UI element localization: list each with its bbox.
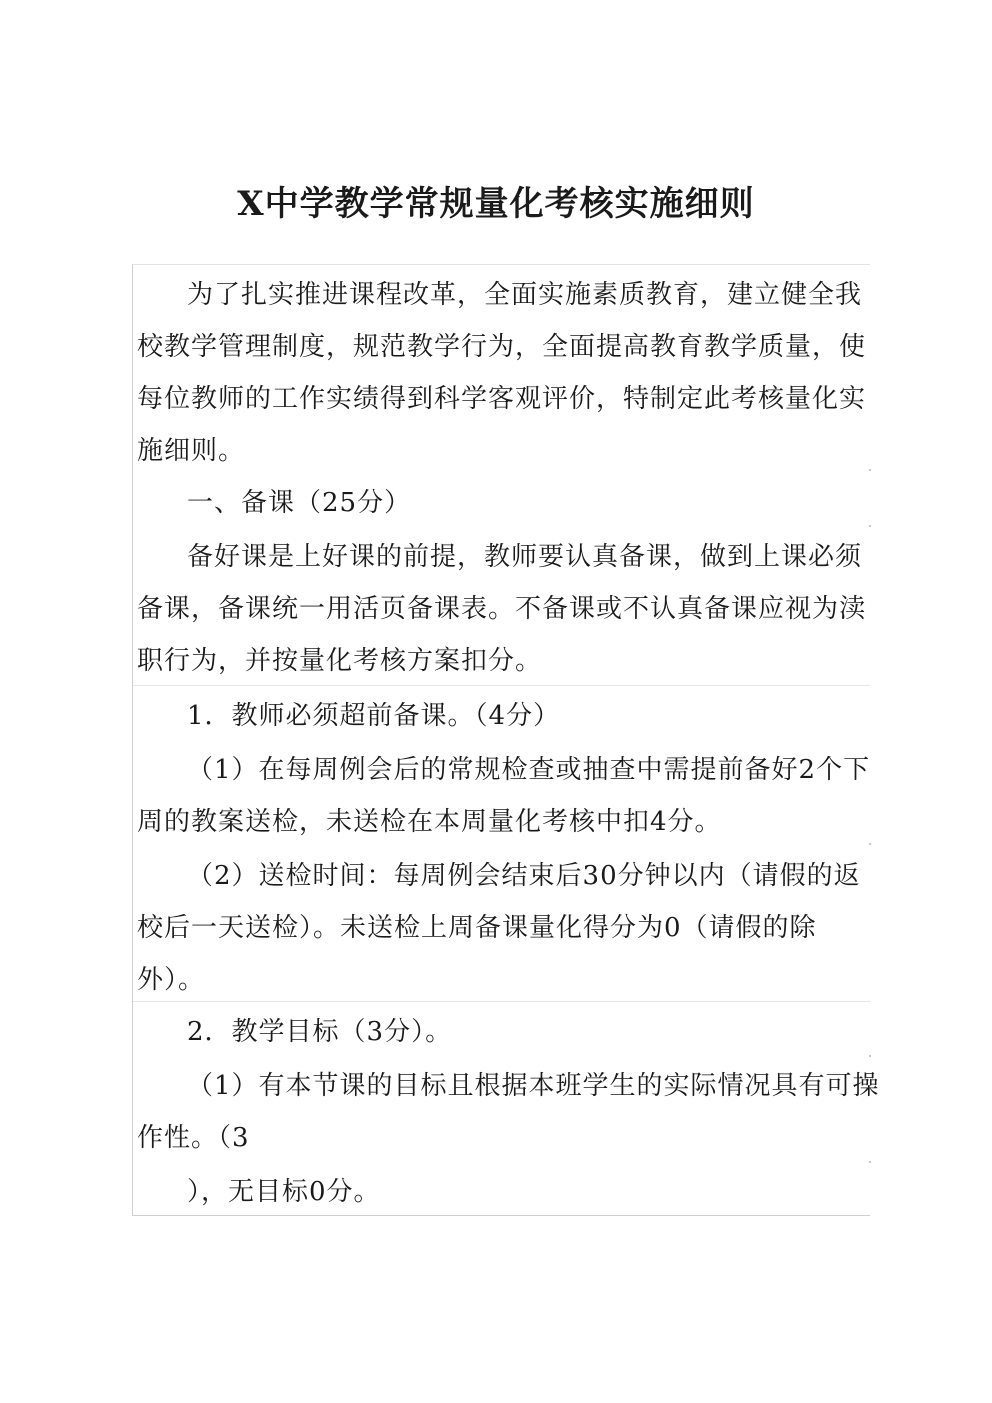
item-subpoint-line: 作性。（3: [137, 1123, 250, 1153]
item-1-block: [133, 685, 870, 1002]
intro-line: 校教学管理制度，规范教学行为，全面提高教育教学质量，使: [137, 332, 867, 362]
margin-mark: [869, 1055, 871, 1057]
item-subpoint-line: （1）在每周例会后的常规检查或抽查中需提前备好2个下: [187, 755, 871, 785]
section-paragraph-line: 职行为，并按量化考核方案扣分。: [137, 646, 543, 676]
section-paragraph-line: 备课，备课统一用活页备课表。不备课或不认真备课应视为渎: [137, 594, 867, 624]
item-subpoint-line: （2）送检时间：每周例会结束后30分钟以内（请假的返: [187, 861, 861, 891]
item-subpoint-line: 外）。: [137, 965, 206, 995]
item-tail-line: ），无目标0分。: [187, 1177, 381, 1207]
intro-line: 为了扎实推进课程改革，全面实施素质教育，建立健全我: [187, 280, 863, 310]
content-frame: [132, 264, 880, 1216]
item-heading: 2．教学目标（3分）。: [187, 1017, 453, 1047]
margin-mark: [869, 525, 871, 527]
item-2-block: [133, 1001, 880, 1215]
margin-mark: [869, 843, 871, 845]
section-heading: 一、备课（25分）: [187, 488, 412, 518]
item-heading: 1．教师必须超前备课。（4分）: [187, 701, 561, 731]
item-subpoint-line: 校后一天送检）。未送检上周备课量化得分为0（请假的除: [137, 913, 817, 943]
intro-line: 施细则。: [137, 436, 246, 466]
margin-mark: [869, 1161, 871, 1163]
intro-line: 每位教师的工作实绩得到科学客观评价，特制定此考核量化实: [137, 384, 867, 414]
item-subpoint-line: 周的教案送检，未送检在本周量化考核中扣4分。: [137, 807, 722, 837]
document-title: X中学教学常规量化考核实施细则: [237, 184, 755, 224]
item-subpoint-line: （1）有本节课的目标且根据本班学生的实际情况具有可操: [187, 1071, 880, 1101]
section-paragraph-line: 备好课是上好课的前提，教师要认真备课，做到上课必须: [187, 542, 863, 572]
intro-block: [133, 265, 870, 685]
margin-mark: [869, 469, 871, 471]
